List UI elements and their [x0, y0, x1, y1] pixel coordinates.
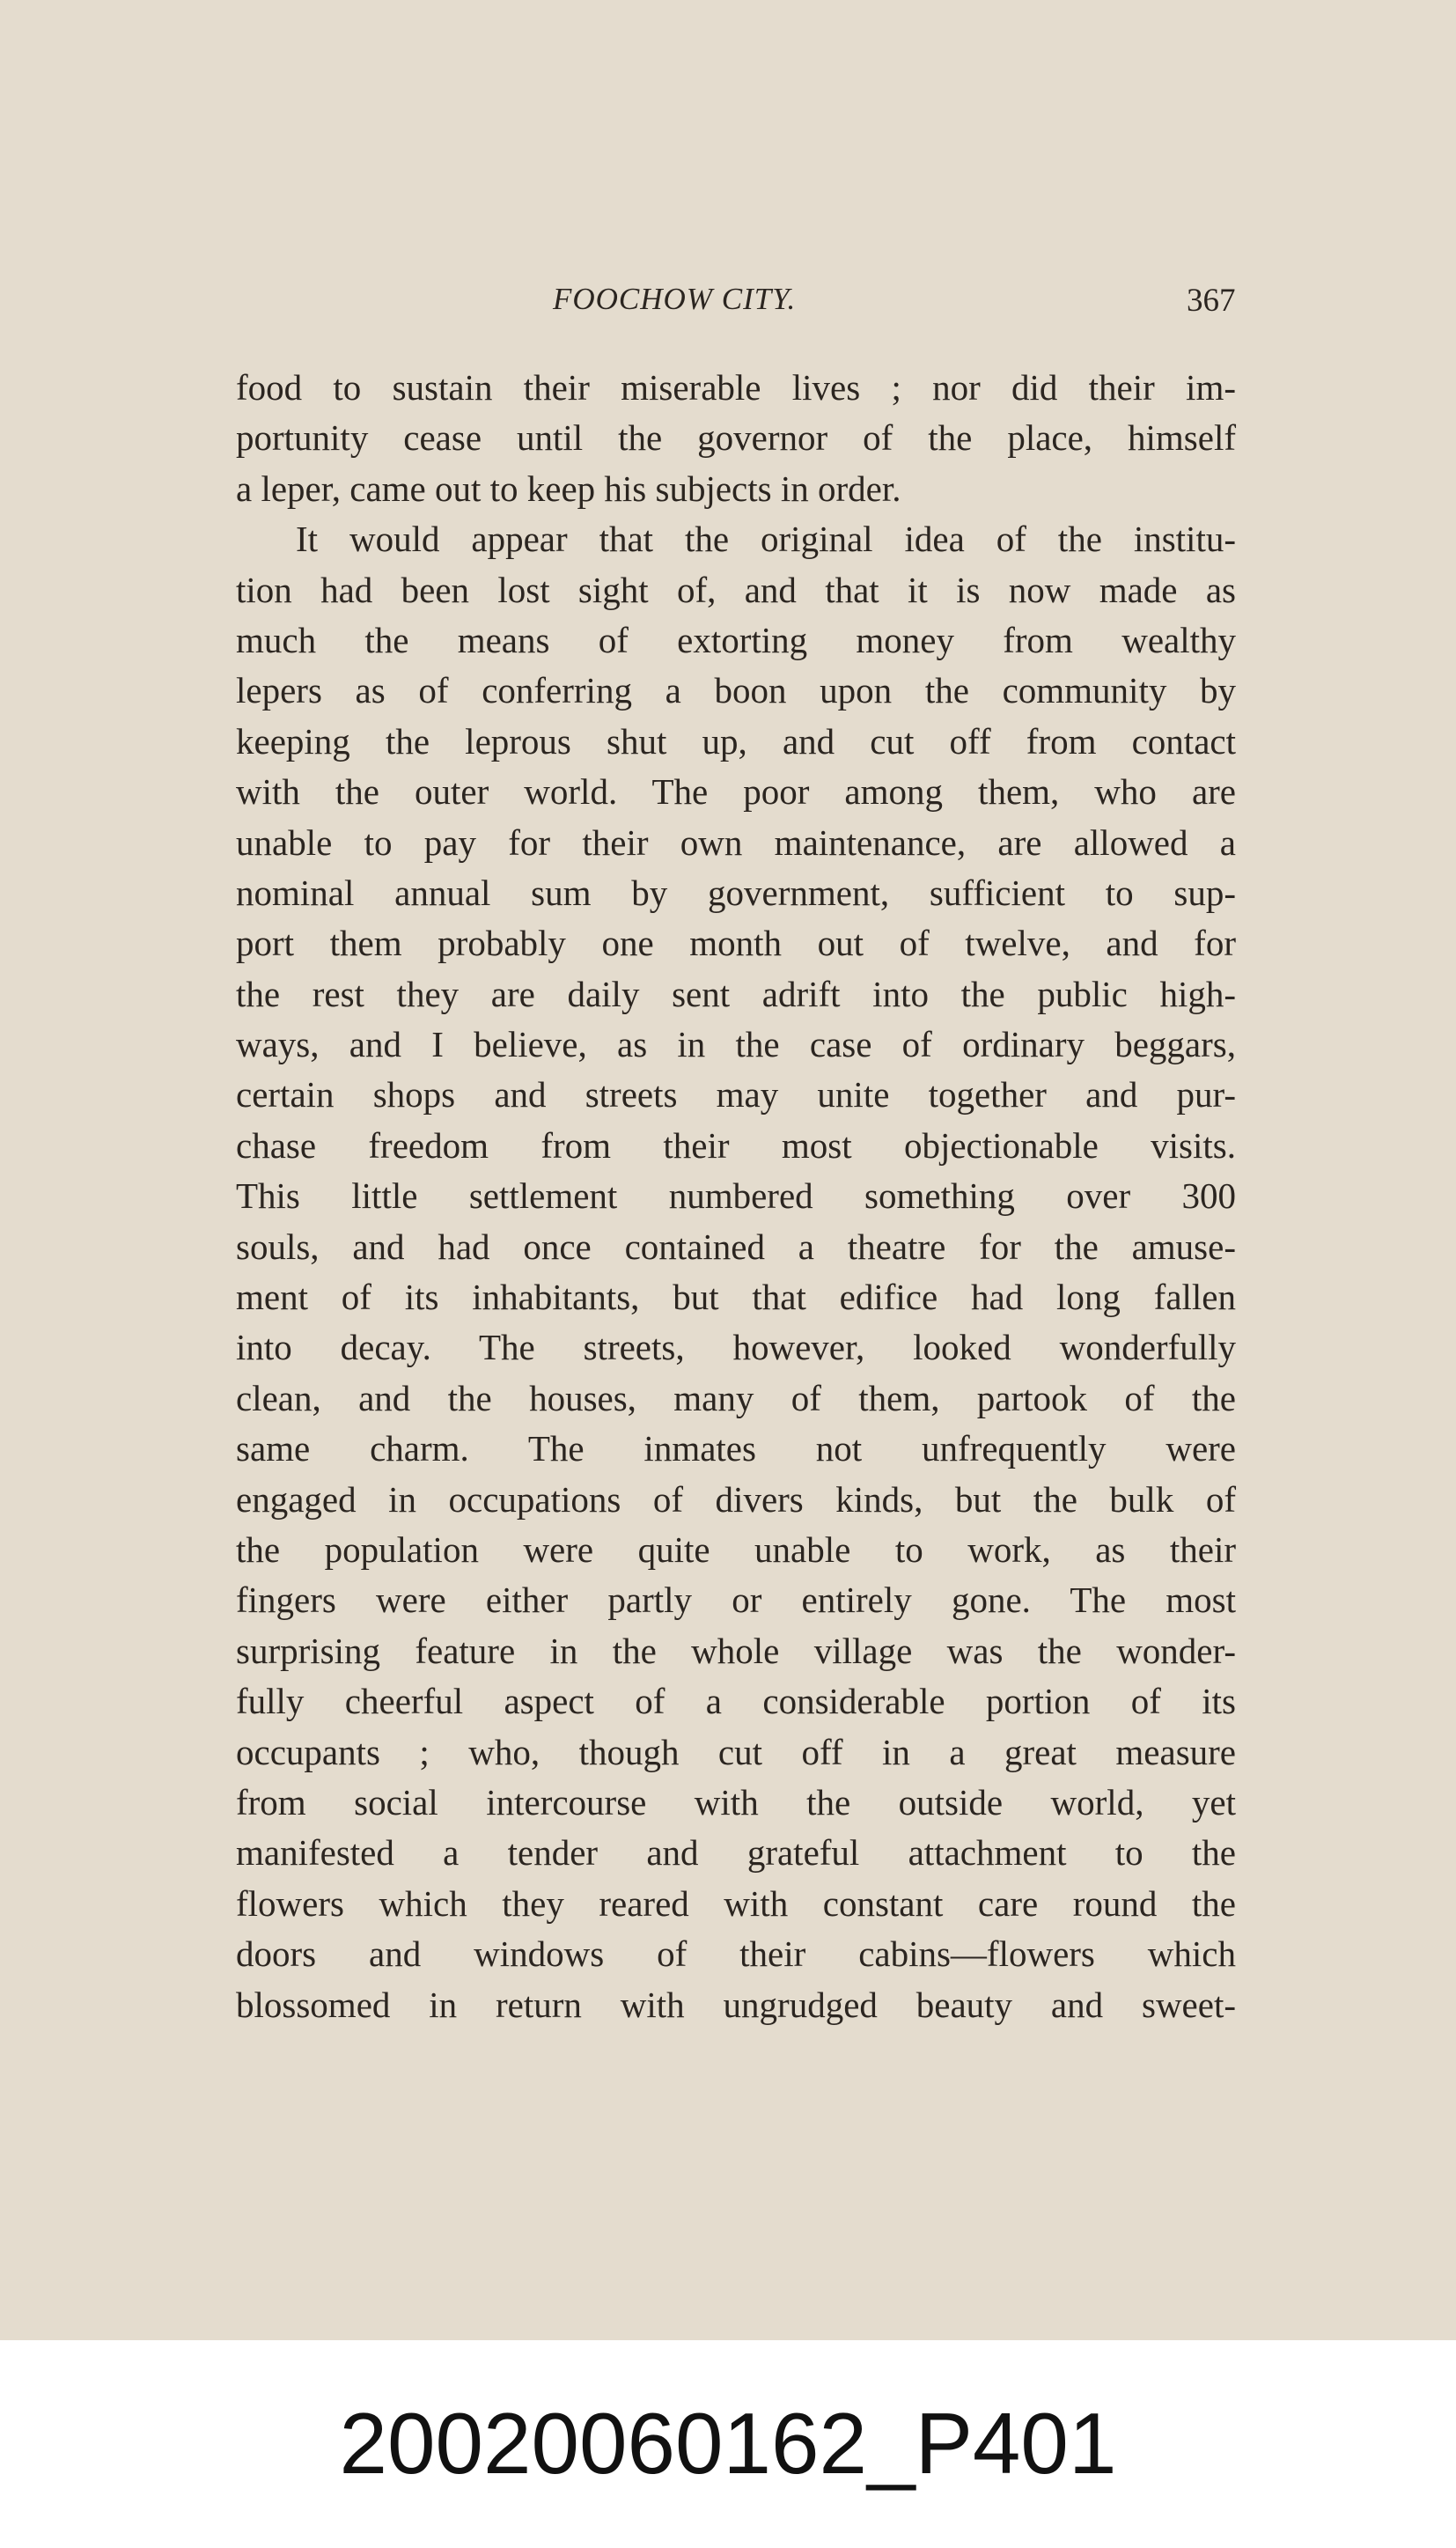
text-line: engaged in occupations of divers kinds, but the bulk of — [236, 1478, 1236, 1520]
text-line: much the means of extorting money from wealthy — [236, 619, 1236, 660]
text-line: from social intercourse with the outside world, yet — [236, 1781, 1236, 1823]
text-line: clean, and the houses, many of them, partook of the — [236, 1377, 1236, 1418]
text-line: same charm. The inmates not unfrequently were — [236, 1428, 1236, 1469]
text-line: fully cheerful aspect of a considerable portion of its — [236, 1681, 1236, 1722]
text-line: fingers were either partly or entirely gone. The most — [236, 1580, 1236, 1621]
text-line-paragraph-start: It would appear that the original idea of the institu- — [296, 519, 1236, 560]
text-line: ment of its inhabitants, but that edifice had long fallen — [236, 1277, 1236, 1318]
body-text — [236, 363, 1236, 2030]
text-line: manifested a tender and grateful attachment to the — [236, 1832, 1236, 1874]
text-line: lepers as of conferring a boon upon the community by — [236, 670, 1236, 711]
text-line: into decay. The streets, however, looked wonderfully — [236, 1327, 1236, 1368]
text-line: flowers which they reared with constant care round the — [236, 1882, 1236, 1924]
running-head — [0, 282, 1456, 324]
text-line: blossomed in return with ungrudged beauty and sweet- — [236, 1984, 1236, 2025]
text-line: ways, and I believe, as in the case of ordinary beggars, — [236, 1024, 1236, 1065]
text-line: port them probably one month out of twelve, and for — [236, 923, 1236, 964]
text-line: occupants ; who, though cut off in a great measure — [236, 1731, 1236, 1772]
text-line: the population were quite unable to work, as their — [236, 1528, 1236, 1570]
text-line: unable to pay for their own maintenance, are allowed a — [236, 821, 1236, 863]
text-line: keeping the leprous shut up, and cut off from contact — [236, 720, 1236, 762]
text-line: certain shops and streets may unite together and pur- — [236, 1074, 1236, 1116]
text-line-paragraph-end: a leper, came out to keep his subjects in order. — [236, 468, 901, 509]
text-line: nominal annual sum by government, sufficient to sup- — [236, 872, 1236, 913]
text-line: surprising feature in the whole village was the wonder- — [236, 1630, 1236, 1671]
text-line: with the outer world. The poor among them, who are — [236, 771, 1236, 813]
text-line: souls, and had once contained a theatre for the amuse- — [236, 1226, 1236, 1267]
running-head-title: FOOCHOW CITY. — [553, 282, 797, 316]
page-number: 367 — [1187, 283, 1236, 319]
catalog-id-label: 20020060162_P401 — [339, 2395, 1117, 2492]
text-line: portunity cease until the governor of the place, himself — [236, 417, 1236, 459]
text-line: the rest they are daily sent adrift into the public high- — [236, 973, 1236, 1014]
text-line: doors and windows of their cabins—flowers which — [236, 1933, 1236, 1975]
text-line: chase freedom from their most objectionable visits. — [236, 1124, 1236, 1166]
text-line: This little settlement numbered something over 300 — [236, 1175, 1236, 1217]
text-line: food to sustain their miserable lives ; nor did their im- — [236, 367, 1236, 408]
text-line: tion had been lost sight of, and that it is now made as — [236, 569, 1236, 610]
